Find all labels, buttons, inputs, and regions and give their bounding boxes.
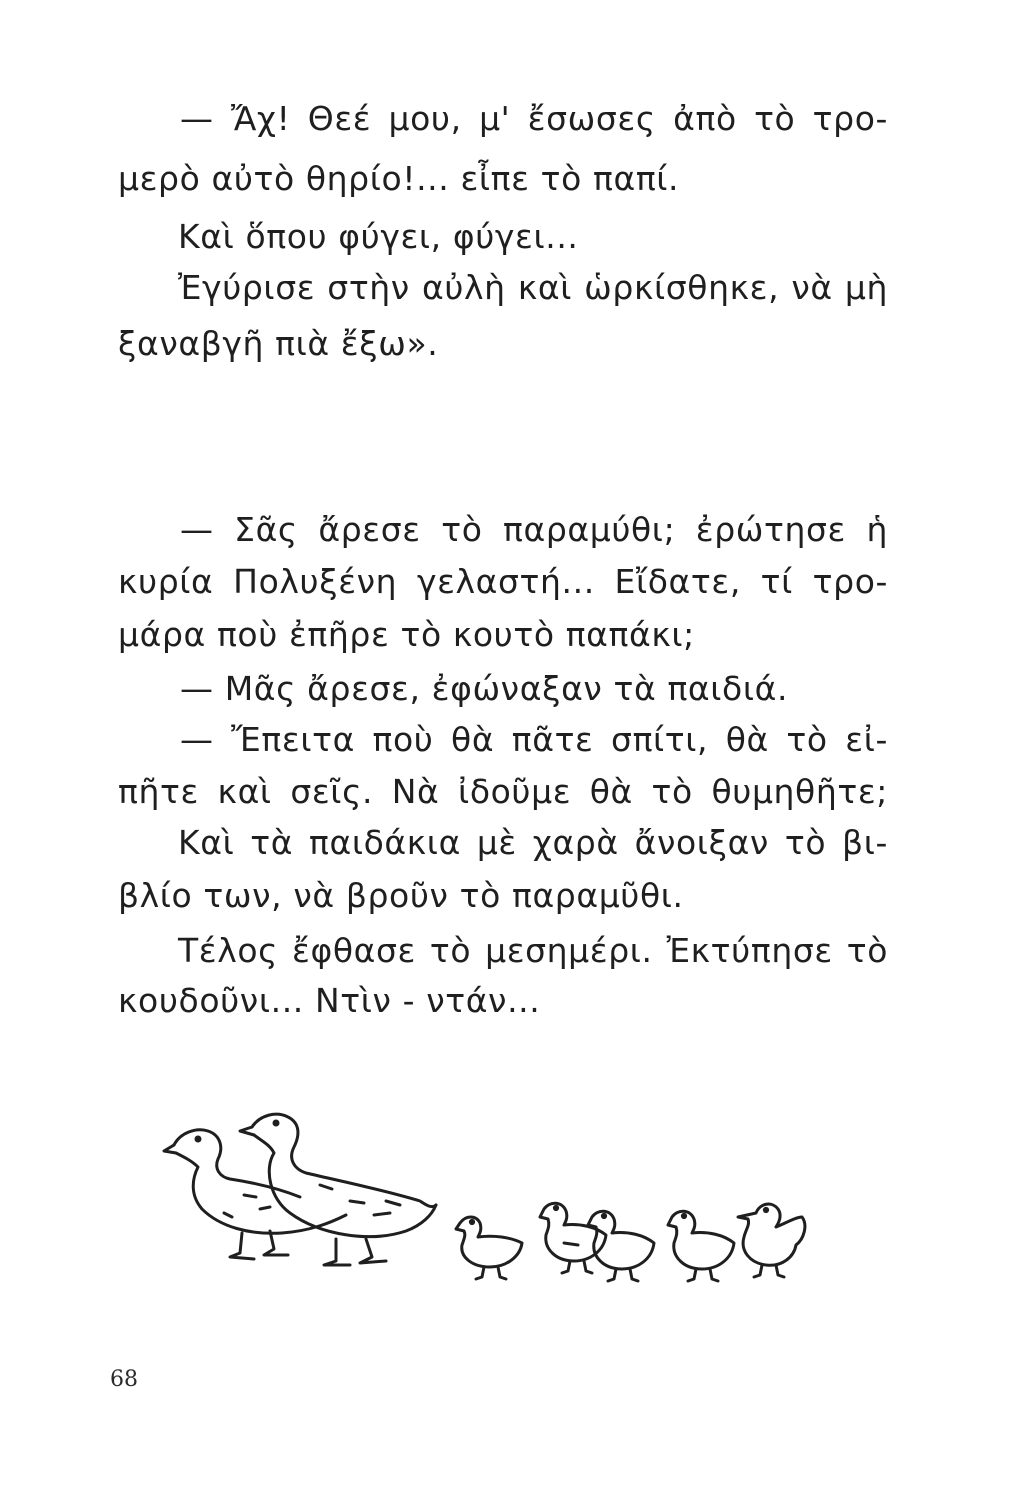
text-line: βλίο των, νὰ βροῦν τὸ παραμῦθι. [118,876,684,915]
text-line: Καὶ ὅπου φύγει, φύγει... [178,217,579,256]
duckling-icon [456,1217,522,1279]
text-line: πῆτε καὶ σεῖς. Νὰ ἰδοῦμε θὰ τὸ θυμηθῆτε; [118,772,888,811]
text-line: Τέλος ἔφθασε τὸ μεσημέρι. Ἐκτύπησε τὸ [178,931,888,970]
text-line: κουδοῦνι... Ντὶν - ντάν... [118,981,541,1020]
text-line: κυρία Πολυξένη γελαστή... Εἴδατε, τί τρο- [118,562,888,601]
text-line: — Σᾶς ἄρεσε τὸ παραμύθι; ἐρώτησε ἡ [180,510,888,549]
text-line: — Ἔπειτα ποὺ θὰ πᾶτε σπίτι, θὰ τὸ εἰ- [180,720,888,759]
text-line: — Ἄχ! Θεέ μου, μ' ἔσωσες ἀπὸ τὸ τρο- [180,99,888,138]
duckling-icon [668,1211,734,1281]
ducks-illustration-icon [160,1105,820,1290]
duck-icon [164,1130,346,1259]
text-line: μερὸ αὐτὸ θηρίο!... εἶπε τὸ παπί. [118,159,680,198]
text-line: Ἐγύρισε στὴν αὐλὴ καὶ ὡρκίσθηκε, νὰ μὴ [178,268,888,307]
text-line: — Μᾶς ἄρεσε, ἐφώναξαν τὰ παιδιά. [180,669,789,708]
text-line: Καὶ τὰ παιδάκια μὲ χαρὰ ἄνοιξαν τὸ βι- [178,823,888,862]
duckling-icon [738,1204,805,1277]
text-line: ξαναβγῆ πιὰ ἔξω». [118,324,439,363]
duck-icon [240,1114,436,1265]
page-number: 68 [110,1367,138,1392]
duckling-icon [588,1211,654,1281]
text-line: μάρα ποὺ ἐπῆρε τὸ κουτὸ παπάκι; [118,615,695,654]
